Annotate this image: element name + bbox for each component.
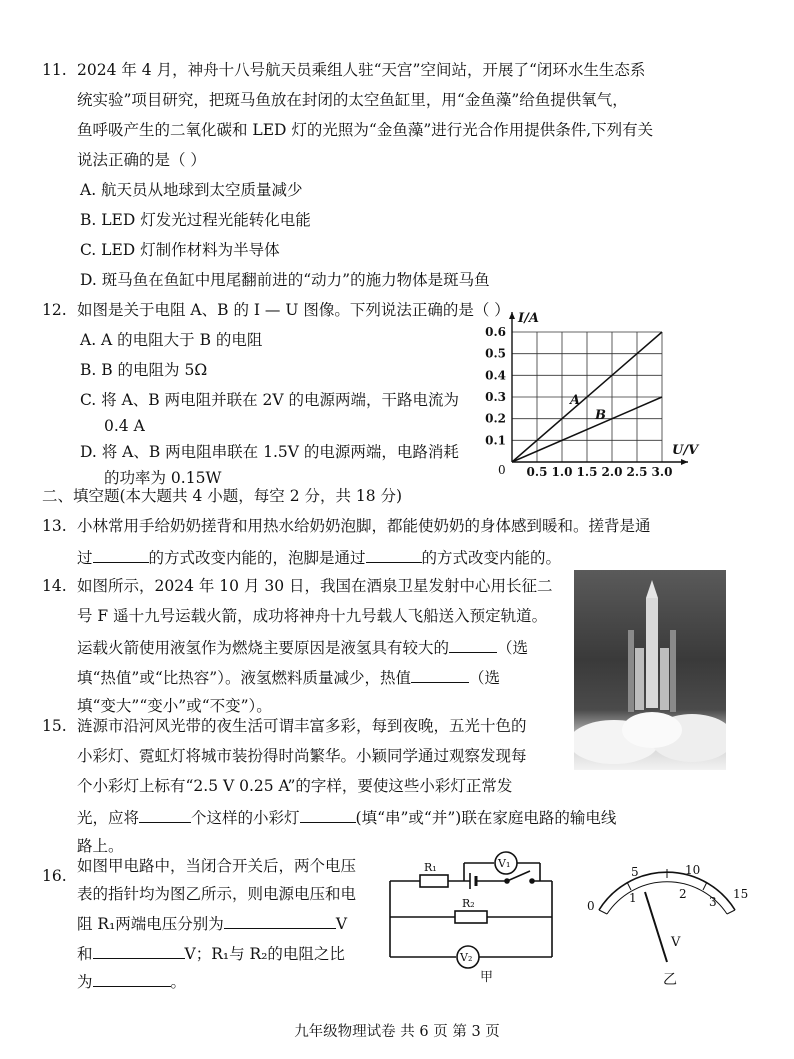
rocket-icon <box>574 570 726 770</box>
x-tick-label: 1.5 <box>576 465 598 479</box>
q11-stem-line: 统实验”项目研究，把斑马鱼放在封闭的太空鱼缸里，用“金鱼藻”给鱼提供氧气， <box>77 91 628 109</box>
q12-stem: 如图是关于电阻 A、B 的 I — U 图像。下列说法正确的是（ ） <box>77 301 510 319</box>
q15-line: 个小彩灯上标有“2.5 V 0.25 A”的字样，要使这些小彩灯正常发 <box>77 777 513 795</box>
q14-number: 14. <box>42 577 67 595</box>
series-label-a: A <box>570 393 581 408</box>
q12-option-a: A. A 的电阻大于 B 的电阻 <box>80 331 263 349</box>
x-tick-label: 0.5 <box>526 465 548 479</box>
meter-caption: 乙 <box>663 972 677 988</box>
q13-text: 的方式改变内能的。 <box>421 549 562 567</box>
y-tick-label: 0.5 <box>485 346 506 361</box>
q16-text: 为 <box>77 973 93 991</box>
q15-number: 15. <box>42 717 67 735</box>
q16-blank-3[interactable] <box>93 970 171 987</box>
q11-option-b: B. LED 灯发光过程光能转化电能 <box>80 211 311 229</box>
q16-text: V <box>335 915 348 933</box>
y-tick-label: 0.1 <box>485 433 506 448</box>
q14-line: 如图所示，2024 年 10 月 30 日，我国在酒泉卫星发射中心用长征二 <box>77 577 553 595</box>
q12-option-d: D. 将 A、B 两电阻串联在 1.5V 的电源两端，电路消耗 <box>80 443 459 461</box>
y-tick-label: 0.3 <box>485 390 506 404</box>
q14-line: 号 F 遥十九号运载火箭，成功将神舟十九号载人飞船送入预定轨道。 <box>77 607 548 625</box>
q16-line: 表的指针均为图乙所示，则电源电压和电 <box>77 885 357 903</box>
chart-axes <box>509 311 700 465</box>
q16-text: 阻 R₁两端电压分别为 <box>77 915 224 933</box>
x-axis-arrow <box>681 459 688 465</box>
r2-label: R₂ <box>462 897 475 910</box>
q14-text: 运载火箭使用液氢作为燃烧主要原因是液氢具有较大的 <box>77 639 450 657</box>
page-footer: 九年级物理试卷 共 6 页 第 3 页 <box>294 1024 500 1040</box>
q15-blank-1[interactable] <box>139 806 191 823</box>
q16-line <box>77 970 186 992</box>
x-axis-label: U/V <box>672 443 699 458</box>
meter-tick: 3 <box>709 895 717 909</box>
q11-option-a: A. 航天员从地球到太空质量减少 <box>80 181 303 199</box>
q14-line <box>77 636 528 658</box>
q16-text: 。 <box>170 973 187 991</box>
q16-line: 如图甲电路中，当闭合开关后，两个电压 <box>77 857 357 875</box>
rocket-launch-photo <box>574 570 726 770</box>
q14-text: 填“热值”或“比热容”）。液氢燃料质量减少，热值 <box>77 669 411 687</box>
q14-text: （选 <box>497 639 529 657</box>
origin-label: 0 <box>498 463 506 477</box>
x-tick-label: 3.0 <box>651 465 673 479</box>
q13-text: 过 <box>77 549 93 567</box>
q13-blank-2[interactable] <box>366 546 422 563</box>
resistor-r1 <box>420 875 448 887</box>
q11-stem-line: 2024 年 4 月，神舟十八号航天员乘组人驻“天宫”空间站，开展了“闭环水生生态系 <box>77 61 646 79</box>
q14-blank-1[interactable] <box>449 636 497 653</box>
y-axis-label: I/A <box>518 311 539 326</box>
v1-label: V₁ <box>498 857 511 870</box>
meter-tick: 2 <box>679 887 687 901</box>
q12-option-b: B. B 的电阻为 5Ω <box>80 361 208 379</box>
v2-label: V₂ <box>460 951 473 964</box>
q16-blank-2[interactable] <box>93 942 185 959</box>
q13-number: 13. <box>42 517 67 535</box>
meter-tick: 0 <box>587 899 595 913</box>
meter-tick: 1 <box>629 891 637 905</box>
meter-tick: 15 <box>733 887 749 901</box>
q12-option-d-cont: 的功率为 0.15W <box>104 469 222 487</box>
q15-line: 涟源市沿河风光带的夜生活可谓丰富多彩，每到夜晚，五光十色的 <box>77 717 527 735</box>
q11-option-c: C. LED 灯制作材料为半导体 <box>80 241 280 259</box>
q12-option-c: C. 将 A、B 两电阻并联在 2V 的电源两端，干路电流为 <box>80 391 460 409</box>
q15-text: 个这样的小彩灯 <box>191 809 300 827</box>
y-axis-arrow <box>509 312 515 319</box>
q14-line <box>77 666 500 688</box>
x-tick-label: 2.5 <box>626 465 648 479</box>
q11-option-d: D. 斑马鱼在鱼缸中甩尾翻前进的“动力”的施力物体是斑马鱼 <box>80 271 490 289</box>
y-tick-label: 0.2 <box>485 411 506 426</box>
q12-number: 12. <box>42 301 67 319</box>
q16-blank-1[interactable] <box>224 912 336 929</box>
q16-line <box>77 912 347 934</box>
q16-number: 16. <box>42 867 67 885</box>
circuit-caption: 甲 <box>480 970 494 985</box>
meter-tick: 10 <box>685 863 701 877</box>
section-header: 二、填空题(本大题共 4 小题，每空 2 分，共 18 分) <box>42 487 403 505</box>
resistor-r2 <box>455 911 487 923</box>
meter-needle <box>645 892 667 962</box>
x-tick-label: 1.0 <box>551 465 573 479</box>
q13-line: 小林常用手给奶奶搓背和用热水给奶奶泡脚，都能使奶奶的身体感到暖和。搓背是通 <box>77 517 651 535</box>
y-tick-label: 0.4 <box>485 368 506 383</box>
meter-tick: 5 <box>631 865 639 879</box>
q14-line: 填“变大”“变小”或“不变”）。 <box>77 697 272 715</box>
q15-text: (填“串”或“并”)联在家庭电路的输电线 <box>355 809 617 827</box>
q12-option-c-cont: 0.4 A <box>104 417 145 435</box>
q16-text: 和 <box>77 945 93 963</box>
q14-blank-2[interactable] <box>411 666 469 683</box>
circuit-diagram <box>382 845 562 985</box>
x-tick-label: 2.0 <box>601 465 623 479</box>
q11-stem-line: 鱼呼吸产生的二氧化碳和 LED 灯的光照为“金鱼藻”进行光合作用提供条件,下列有关 <box>77 121 654 139</box>
q16-line <box>77 942 345 964</box>
q15-line: 小彩灯、霓虹灯将城市装扮得时尚繁华。小颖同学通过观察发现每 <box>77 747 527 765</box>
q15-blank-2[interactable] <box>300 806 356 823</box>
q13-text: 的方式改变内能的，泡脚是通过 <box>148 549 366 567</box>
q16-text: V；R₁与 R₂的电阻之比 <box>184 945 345 963</box>
q15-text: 光，应将 <box>77 809 140 827</box>
series-label-b: B <box>595 408 606 424</box>
q11-number: 11. <box>42 61 67 79</box>
q13-line <box>77 546 561 568</box>
y-tick-label: 0.6 <box>485 325 506 339</box>
r1-label: R₁ <box>424 861 437 874</box>
voltmeter-dial <box>585 852 755 992</box>
q15-line: 路上。 <box>77 837 124 855</box>
iu-chart <box>476 300 716 480</box>
meter-unit: V <box>671 935 681 950</box>
q14-text: （选 <box>468 669 500 687</box>
q11-stem-line: 说法正确的是（ ） <box>77 151 206 169</box>
q13-blank-1[interactable] <box>93 546 149 563</box>
q15-line <box>77 806 616 828</box>
